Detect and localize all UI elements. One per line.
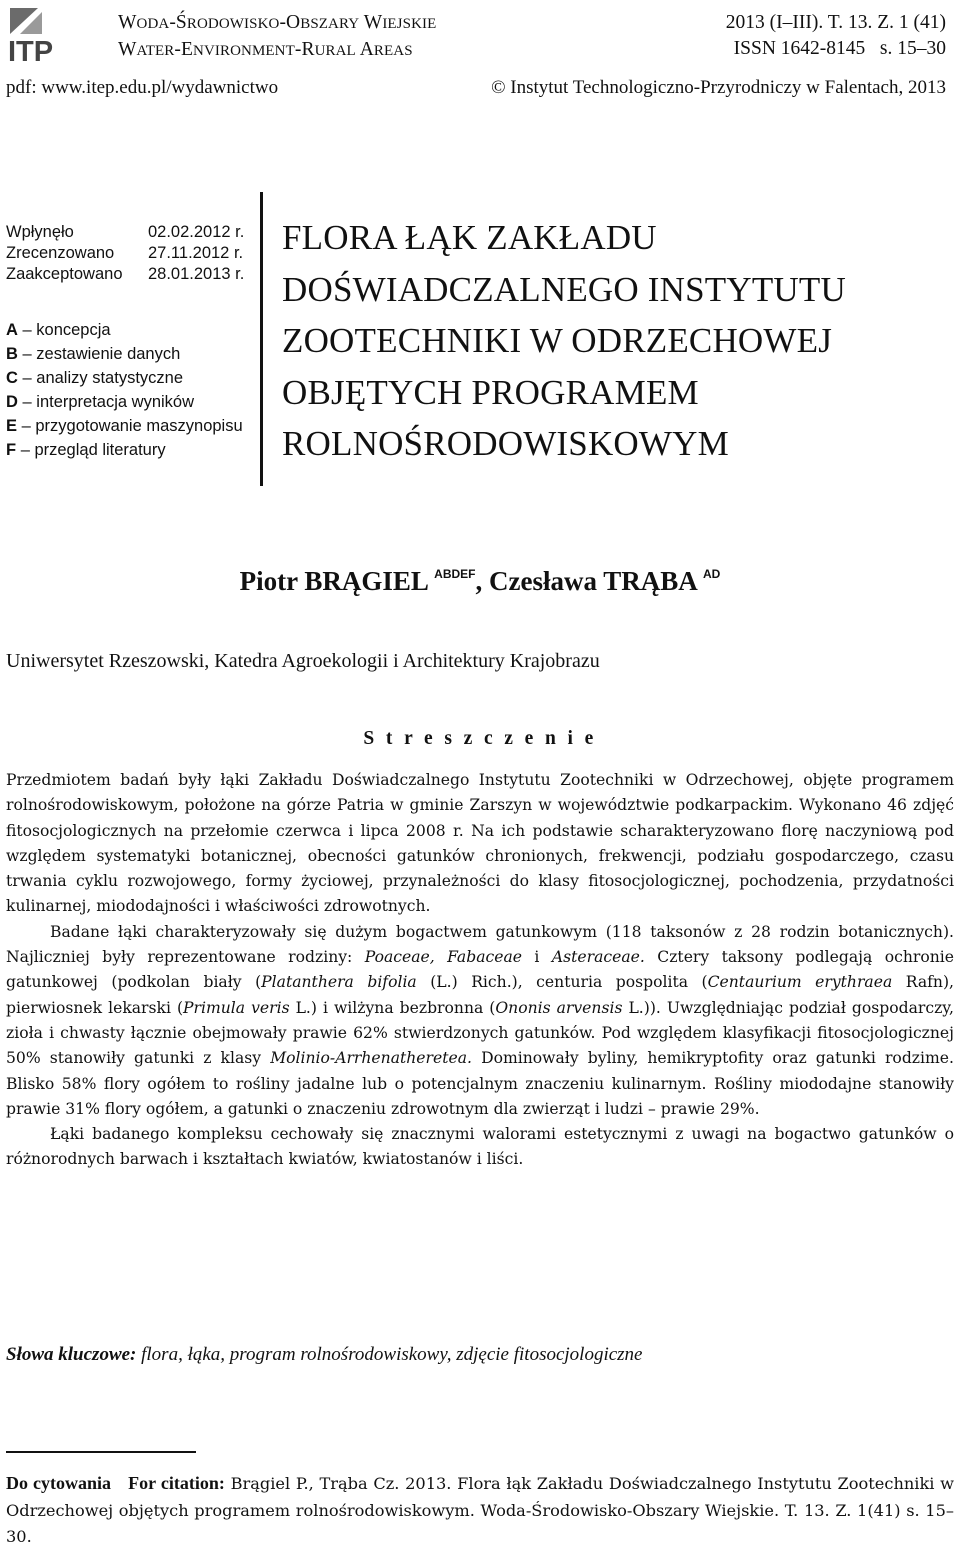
citation-label-pl: Do cytowania [6, 1473, 112, 1493]
abstract-paragraph: Przedmiotem badań były łąki Zakładu Doświadczalnego Instytutu Zootechniki w Odrzechowej, objęte programem rolnośrodowiskowym, położone na górze Patria w gminie Zarszyn w województwie podkarpackim. Wykonano 46 zdjęć fitosocjologicznych na przełomie czerwca i lipca 2008 r. Na ich podstawie scharakteryzowano florę naczyniową pod względem systematyki botanicznej, obecności gatunków chronionych, frekwencji, podziału gospodarczego, czasu trwania cyklu rozwojowego, formy życiowej, przynależności do klasy fitosocjologicznej, pochodzenia, przydatności kulinarnej, miododajności i właściwości zdrowotnych. [6, 771, 954, 916]
vertical-divider [260, 192, 263, 486]
author-name: Czesława TRĄBA [489, 566, 697, 596]
journal-title-en: WATER-ENVIRONMENT-RURAL AREAS [118, 39, 413, 60]
citation-label-en: For citation: [128, 1473, 225, 1493]
issn-pages [726, 36, 946, 62]
contribution-item: F – przegląd literatury [6, 441, 166, 459]
affiliation: Uniwersytet Rzeszowski, Katedra Agroekologii i Architektury Krajobrazu [6, 650, 600, 672]
date-row: Wpłynęło 02.02.2012 r. [6, 223, 245, 241]
issn: ISSN 1642-8145 [733, 38, 866, 59]
publisher-copyright: © Instytut Technologiczno-Przyrodniczy w Falentach, 2013 [491, 77, 946, 98]
contribution-item: B – zestawienie danych [6, 345, 181, 363]
date-row: Zaakceptowano 28.01.2013 r. [6, 265, 245, 283]
submission-dates [6, 222, 244, 285]
author-contribution-code: ABDEF [434, 567, 476, 581]
authors: Piotr BRĄGIEL $^{ABDEF}$, Czesława TRĄBA $^{AD}$ [239, 566, 721, 596]
abstract-paragraph: Badane łąki charakteryzowały się dużym bogactwem gatunkowym (118 taksonów z 28 rodzin botanicznych). Najliczniej były reprezentowane rodziny: Poaceae, Fabaceae i Asteraceae. Cztery taksony podlegają ochronie gatunkowej (podkolan biały (Platanthera bifolia (L.) Rich.), centuria pospolita (Centaurium erythraea Rafn), pierwiosnek lekarski (Primula veris L.) i wilżyna bezbronna (Ononis arvensis L.)). Uwzględniając podział gospodarczy, zioła i chwasty łącznie obejmowały prawie 62% stwierdzonych gatunków. Pod względem klasyfikacji fitosocjologicznej 50% stanowiły gatunki z klasy Molinio-Arrhenatheretea. Dominowały byliny, hemikryptofity oraz gatunki rodzime. Blisko 58% flory ogółem to rośliny jadalne lub o potencjalnym znaczeniu kulinarnym. Rośliny miododajne stanowiły prawie 31% flory ogółem, a gatunki o znaczeniu zdrowotnym dla zwierząt i ludzi – prawie 29%. [6, 922, 954, 1118]
title-line: ZOOTECHNIKI W ODRZECHOWEJ [282, 321, 833, 360]
contribution-item: A – koncepcja [6, 321, 111, 339]
abstract-paragraph: Łąki badanego kompleksu cechowały się znacznymi walorami estetycznymi z uwagi na bogactwo gatunków o różnorodnych barwach i kształtach kwiatów, kwiatostanów i liści. [6, 1125, 954, 1169]
title-line: DOŚWIADCZALNEGO INSTYTUTU [282, 269, 846, 309]
issue-number: 2013 (I–III). T. 13. Z. 1 (41) [725, 12, 946, 33]
abstract-body [6, 768, 954, 1173]
abstract-heading: S t r e s z c z e n i e [363, 728, 597, 749]
logo-text: ITP [8, 36, 54, 64]
keywords [6, 1344, 643, 1366]
author-contributions [6, 318, 243, 462]
citation [6, 1470, 954, 1551]
pdf-link[interactable]: pdf: www.itep.edu.pl/wydawnictwo [6, 77, 279, 98]
contribution-item: E – przygotowanie maszynopisu [6, 417, 243, 435]
itp-logo [6, 4, 90, 64]
article-title [282, 212, 846, 470]
citation-text: Brągiel P., Trąba Cz. 2013. Flora łąk Zakładu Doświadczalnego Instytutu Zootechniki w Odrzechowej objętych programem rolnośrodowiskowym. Woda-Środowisko-Obszary Wiejskie. T. 13. Z. 1(41) s. 15–30. [6, 1474, 955, 1546]
author-contribution-code: AD [703, 567, 721, 581]
author-name: Piotr BRĄGIEL [239, 566, 428, 596]
contribution-item: C – analizy statystyczne [6, 369, 184, 387]
journal-title-pl: WODA-ŚRODOWISKO-OBSZARY WIEJSKIE [118, 12, 437, 33]
title-line: ROLNOŚRODOWISKOWYM [282, 424, 729, 463]
journal-title [118, 10, 436, 64]
title-line: FLORA ŁĄK ZAKŁADU [282, 218, 657, 257]
date-row: Zrecenzowano 27.11.2012 r. [6, 244, 244, 262]
issue-info [726, 10, 946, 62]
title-line: OBJĘTYCH PROGRAMEM [282, 372, 699, 412]
footnote-rule [6, 1451, 196, 1453]
contribution-item: D – interpretacja wyników [6, 393, 195, 411]
pages: s. 15–30 [879, 38, 946, 59]
keywords-text: flora, łąka, program rolnośrodowiskowy, zdjęcie fitosocjologiczne [136, 1344, 643, 1365]
keywords-label: Słowa kluczowe: [6, 1344, 137, 1365]
